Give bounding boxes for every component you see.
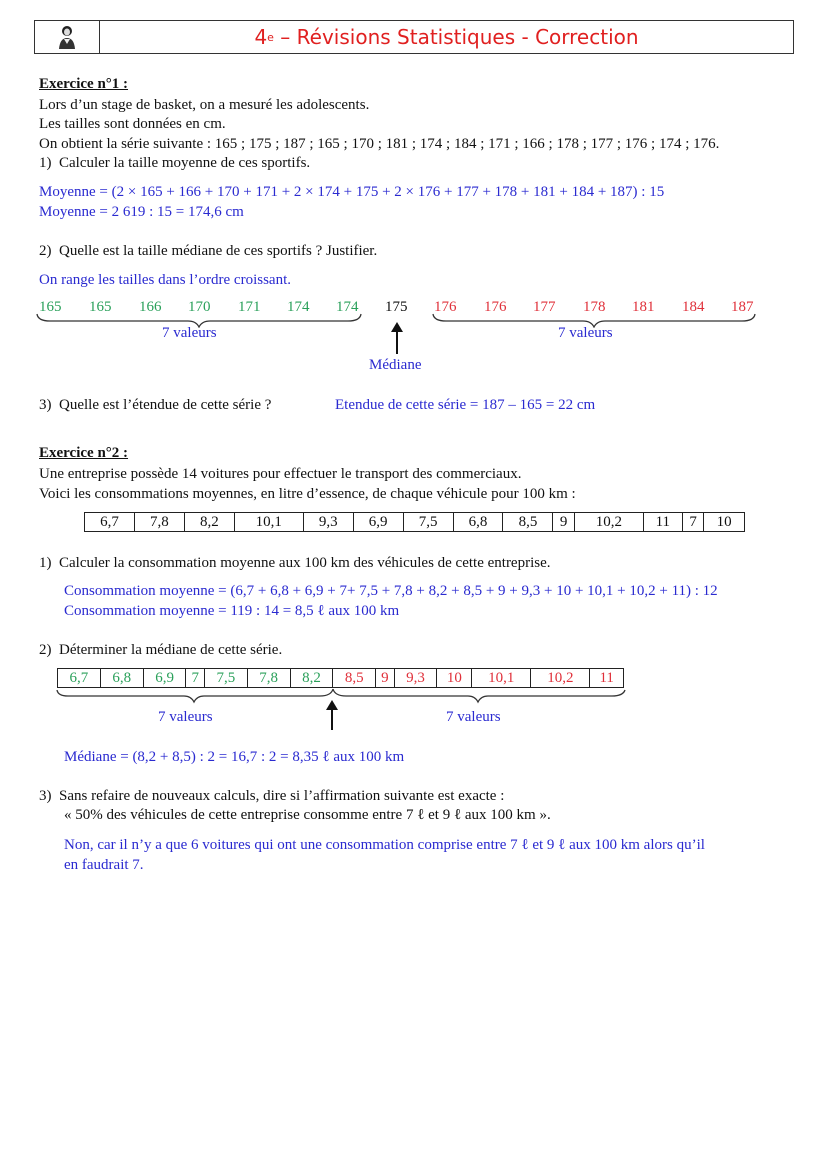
ex2-values-table: [84, 512, 745, 532]
table-cell: 8,5: [503, 513, 553, 532]
table-cell: 9,3: [394, 669, 437, 688]
ex2-question-3-quote: « 50% des véhicules de cette entreprise consomme entre 7 ℓ et 9 ℓ aux 100 km ».: [64, 807, 551, 823]
ex2-answer-2: Médiane = (8,2 + 8,5) : 2 = 16,7 : 2 = 8,35 ℓ aux 100 km: [64, 749, 405, 765]
title-level: 4: [254, 25, 268, 49]
ex1-intro-line: Les tailles sont données en cm.: [39, 116, 226, 132]
table-cell: 7: [682, 513, 703, 532]
ex2-question-2: 2) Déterminer la médiane de cette série.: [39, 642, 283, 658]
ex1-sorted-value: 174: [287, 299, 310, 315]
table-cell: 10: [704, 513, 745, 532]
ex1-sorted-value: 174: [336, 299, 359, 315]
ex1-sorted-value: 178: [583, 299, 606, 315]
ex1-intro-line: On obtient la série suivante : 165 ; 175 ; 187 ; 165 ; 170 ; 181 ; 174 ; 184 ; 171 ; 166 ; 178 ; 177 ; 176 ; 174 ; 176.: [39, 136, 720, 152]
ex1-intro-line: Lors d’un stage de basket, on a mesuré les adolescents.: [39, 97, 370, 113]
ex2-answer-1-line: Consommation moyenne = 119 : 14 = 8,5 ℓ aux 100 km: [64, 603, 400, 619]
table-cell: 9: [376, 669, 394, 688]
table-cell: 8,2: [184, 513, 234, 532]
ex1-answer-1-line: Moyenne = (2 × 165 + 166 + 170 + 171 + 2 × 174 + 175 + 2 × 176 + 177 + 178 + 181 + 184 + 187) : 15: [39, 184, 665, 200]
ex1-sorted-value: 166: [139, 299, 162, 315]
ex2-question-1: 1) Calculer la consommation moyenne aux 100 km des véhicules de cette entreprise.: [39, 555, 551, 571]
ex1-answer-2-intro: On range les tailles dans l’ordre croissant.: [39, 272, 292, 288]
table-cell: 11: [590, 669, 624, 688]
table-cell: 6,7: [58, 669, 101, 688]
ex1-sorted-value: 187: [731, 299, 754, 315]
ex2-intro-line: Une entreprise possède 14 voitures pour effectuer le transport des commerciaux.: [39, 466, 522, 482]
table-cell: 7: [186, 669, 204, 688]
ex2-lower-brace: [56, 688, 334, 704]
table-cell: 8,2: [290, 669, 333, 688]
table-cell: 6,8: [453, 513, 503, 532]
ex2-title: Exercice n°2 :: [39, 445, 129, 461]
table-cell: 6,9: [353, 513, 403, 532]
ex1-sorted-value: 176: [484, 299, 507, 315]
ex2-upper-count-label: 7 valeurs: [446, 709, 501, 725]
ex2-median-arrow-icon: [331, 708, 333, 730]
table-row: [85, 513, 745, 532]
ex2-answer-1-line: Consommation moyenne = (6,7 + 6,8 + 6,9 + 7+ 7,5 + 7,8 + 8,2 + 8,5 + 9 + 9,3 + 10 + 10,1 + 10,2 + 11) : 12: [64, 583, 718, 599]
table-cell: 6,7: [85, 513, 135, 532]
header-banner: [34, 20, 794, 54]
ex2-answer-3-line: en faudrait 7.: [64, 857, 144, 873]
ex2-question-3-line: 3) Sans refaire de nouveaux calculs, dire si l’affirmation suivante est exacte :: [39, 788, 505, 804]
ex1-median-label: Médiane: [369, 357, 422, 373]
ex1-sorted-value: 184: [682, 299, 705, 315]
table-cell: 7,5: [204, 669, 247, 688]
logo-cell: [35, 21, 100, 53]
ex2-answer-3-line: Non, car il n’y a que 6 voitures qui ont une consommation comprise entre 7 ℓ et 9 ℓ aux 100 km alors qu’il: [64, 837, 705, 853]
table-cell: 9: [553, 513, 574, 532]
table-cell: 11: [643, 513, 682, 532]
ex1-sorted-value: 176: [434, 299, 457, 315]
title-text: – Révisions Statistiques - Correction: [273, 25, 639, 49]
ex1-sorted-value: 181: [632, 299, 655, 315]
table-cell: 7,8: [134, 513, 184, 532]
ex2-upper-brace: [332, 688, 626, 704]
ex1-question-2: 2) Quelle est la taille médiane de ces sportifs ? Justifier.: [39, 243, 378, 259]
ex2-lower-count-label: 7 valeurs: [158, 709, 213, 725]
ex1-upper-count-label: 7 valeurs: [558, 325, 613, 341]
title-sup: e: [267, 30, 274, 44]
table-row: [58, 669, 624, 688]
ex1-sorted-value: 171: [238, 299, 261, 315]
ex1-sorted-value: 170: [188, 299, 211, 315]
ex1-answer-3: Etendue de cette série = 187 – 165 = 22 cm: [335, 397, 596, 413]
ex1-sorted-value: 165: [39, 299, 62, 315]
table-cell: 9,3: [303, 513, 353, 532]
page-title: [100, 21, 793, 53]
ex1-answer-1-line: Moyenne = 2 619 : 15 = 174,6 cm: [39, 204, 244, 220]
table-cell: 10,1: [472, 669, 531, 688]
ex2-sorted-table: [57, 668, 624, 688]
table-cell: 10,1: [234, 513, 303, 532]
table-cell: 10,2: [574, 513, 643, 532]
ex1-question-3: 3) Quelle est l’étendue de cette série ?: [39, 397, 272, 413]
table-cell: 10: [437, 669, 472, 688]
table-cell: 7,8: [247, 669, 290, 688]
portrait-icon: [56, 24, 78, 50]
table-cell: 7,5: [403, 513, 453, 532]
ex1-median-arrow-icon: [396, 330, 398, 354]
ex2-intro-line: Voici les consommations moyennes, en litre d’essence, de chaque véhicule pour 100 km :: [39, 486, 576, 502]
table-cell: 6,8: [100, 669, 143, 688]
ex1-median-value: 175: [385, 299, 408, 315]
ex1-sorted-value: 165: [89, 299, 112, 315]
ex1-sorted-value: 177: [533, 299, 556, 315]
table-cell: 10,2: [531, 669, 590, 688]
table-cell: 6,9: [143, 669, 186, 688]
table-cell: 8,5: [333, 669, 376, 688]
ex1-question-1: 1) Calculer la taille moyenne de ces sportifs.: [39, 155, 311, 171]
ex1-title: Exercice n°1 :: [39, 76, 129, 92]
ex1-lower-count-label: 7 valeurs: [162, 325, 217, 341]
